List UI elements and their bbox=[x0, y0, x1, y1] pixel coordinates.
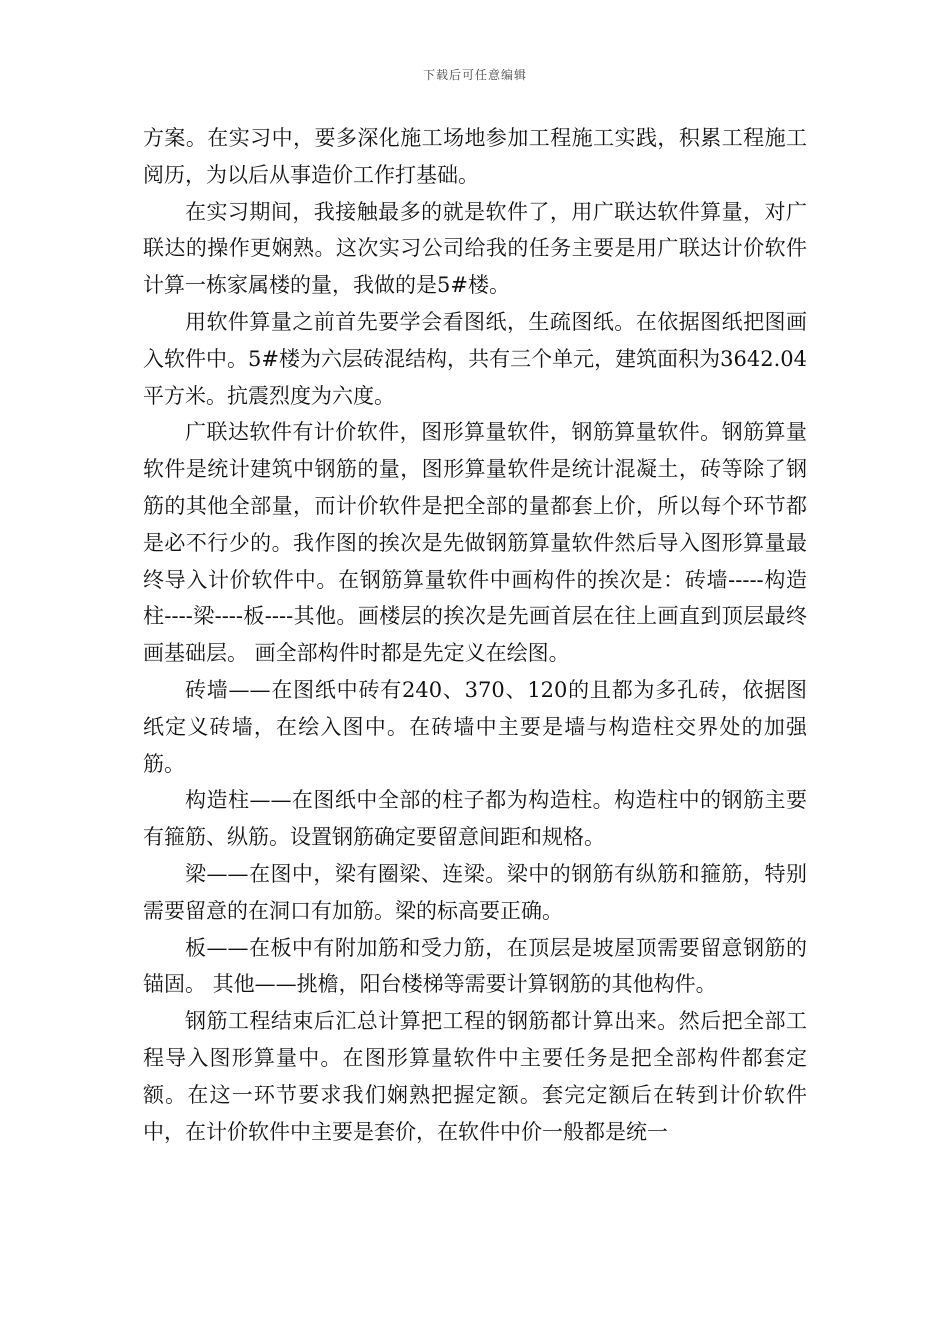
paragraph-4: 广联达软件有计价软件，图形算量软件，钢筋算量软件。钢筋算量软件是统计建筑中钢筋的量，图形算量软件是统计混凝土，砖等除了钢筋的其他全部量，而计价软件是把全部的量都套上价，所以每个环节都是必不行少的。我作图的挨次是先做钢筋算量软件然后导入图形算量最终导入计价软件中。在钢筋算量软件中画构件的挨次是：砖墙-----构造柱----梁----板----其他。画楼层的挨次是先画首层在往上画直到顶层最终画基础层。 画全部构件时都是先定义在绘图。 bbox=[143, 420, 807, 666]
paragraph-7: 梁——在图中，梁有圈梁、连梁。梁中的钢筋有纵筋和箍筋，特别需要留意的在洞口有加筋。梁的标高要正确。 bbox=[143, 861, 807, 923]
paragraph-3: 用软件算量之前首先要学会看图纸，生疏图纸。在依据图纸把图画入软件中。5#楼为六层砖混结构，共有三个单元，建筑面积为3642.04平方米。抗震烈度为六度。 bbox=[143, 309, 807, 408]
paragraph-5: 砖墙——在图纸中砖有240、370、120的且都为多孔砖，依据图纸定义砖墙，在绘入图中。在砖墙中主要是墙与构造柱交界处的加强筋。 bbox=[143, 677, 807, 776]
paragraph-1: 方案。在实习中，要多深化施工场地参加工程施工实践，积累工程施工阅历，为以后从事造价工作打基础。 bbox=[143, 126, 807, 187]
paragraph-2: 在实习期间，我接触最多的就是软件了，用广联达软件算量，对广联达的操作更娴熟。这次实习公司给我的任务主要是用广联达计价软件计算一栋家属楼的量，我做的是5#楼。 bbox=[143, 199, 807, 298]
paragraph-9: 钢筋工程结束后汇总计算把工程的钢筋都计算出来。然后把全部工程导入图形算量中。在图形算量软件中主要任务是把全部构件都套定额。在这一环节要求我们娴熟把握定额。套完定额后在转到计价软件中，在计价软件中主要是套价，在软件中价一般都是统一 bbox=[143, 1009, 807, 1144]
paragraph-8: 板——在板中有附加筋和受力筋，在顶层是坡屋顶需要留意钢筋的锚固。 其他——挑檐，阳台楼梯等需要计算钢筋的其他构件。 bbox=[143, 935, 807, 997]
page-header: 下载后可任意编辑 bbox=[422, 68, 527, 82]
body-text bbox=[143, 120, 807, 1150]
paragraph-6: 构造柱——在图纸中全部的柱子都为构造柱。构造柱中的钢筋主要有箍筋、纵筋。设置钢筋确定要留意间距和规格。 bbox=[143, 788, 807, 850]
